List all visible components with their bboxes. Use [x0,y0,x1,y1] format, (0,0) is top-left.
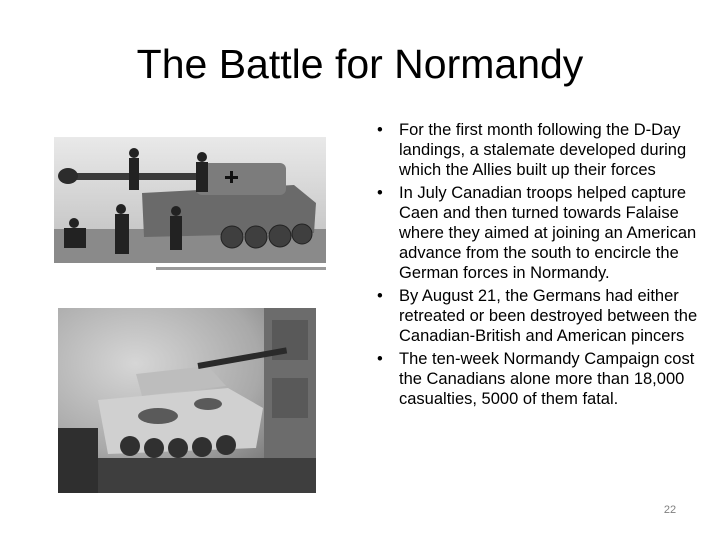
tiger-tank-photo [46,133,333,281]
bullet-text: For the first month following the D-Day landings, a stalemate developed during which the Allies built up their forces [399,121,687,179]
bullet-dot: • [377,350,383,368]
bullet-dot: • [377,121,383,139]
bullet-text: In July Canadian troops helped capture Caen and then turned towards Falaise where they aimed at joining an American advance from the south to encircle the German forces in Normandy. [399,184,697,282]
slide-number: 22 [663,504,677,516]
list-item [372,183,698,283]
list-item [372,349,698,409]
list-item [372,120,698,180]
bullet-text: The ten-week Normandy Campaign cost the Canadians alone more than 18,000 casualties, 5000 of them fatal. [399,350,695,408]
panther-tank-photo [58,308,316,493]
bullet-list [372,120,698,412]
bullet-dot: • [377,287,383,305]
bullet-dot: • [377,184,383,202]
slide-title: The Battle for Normandy [136,41,584,87]
list-item [372,286,698,346]
bullet-text: By August 21, the Germans had either retreated or been destroyed between the Canadian-British and American pincers [399,287,698,345]
